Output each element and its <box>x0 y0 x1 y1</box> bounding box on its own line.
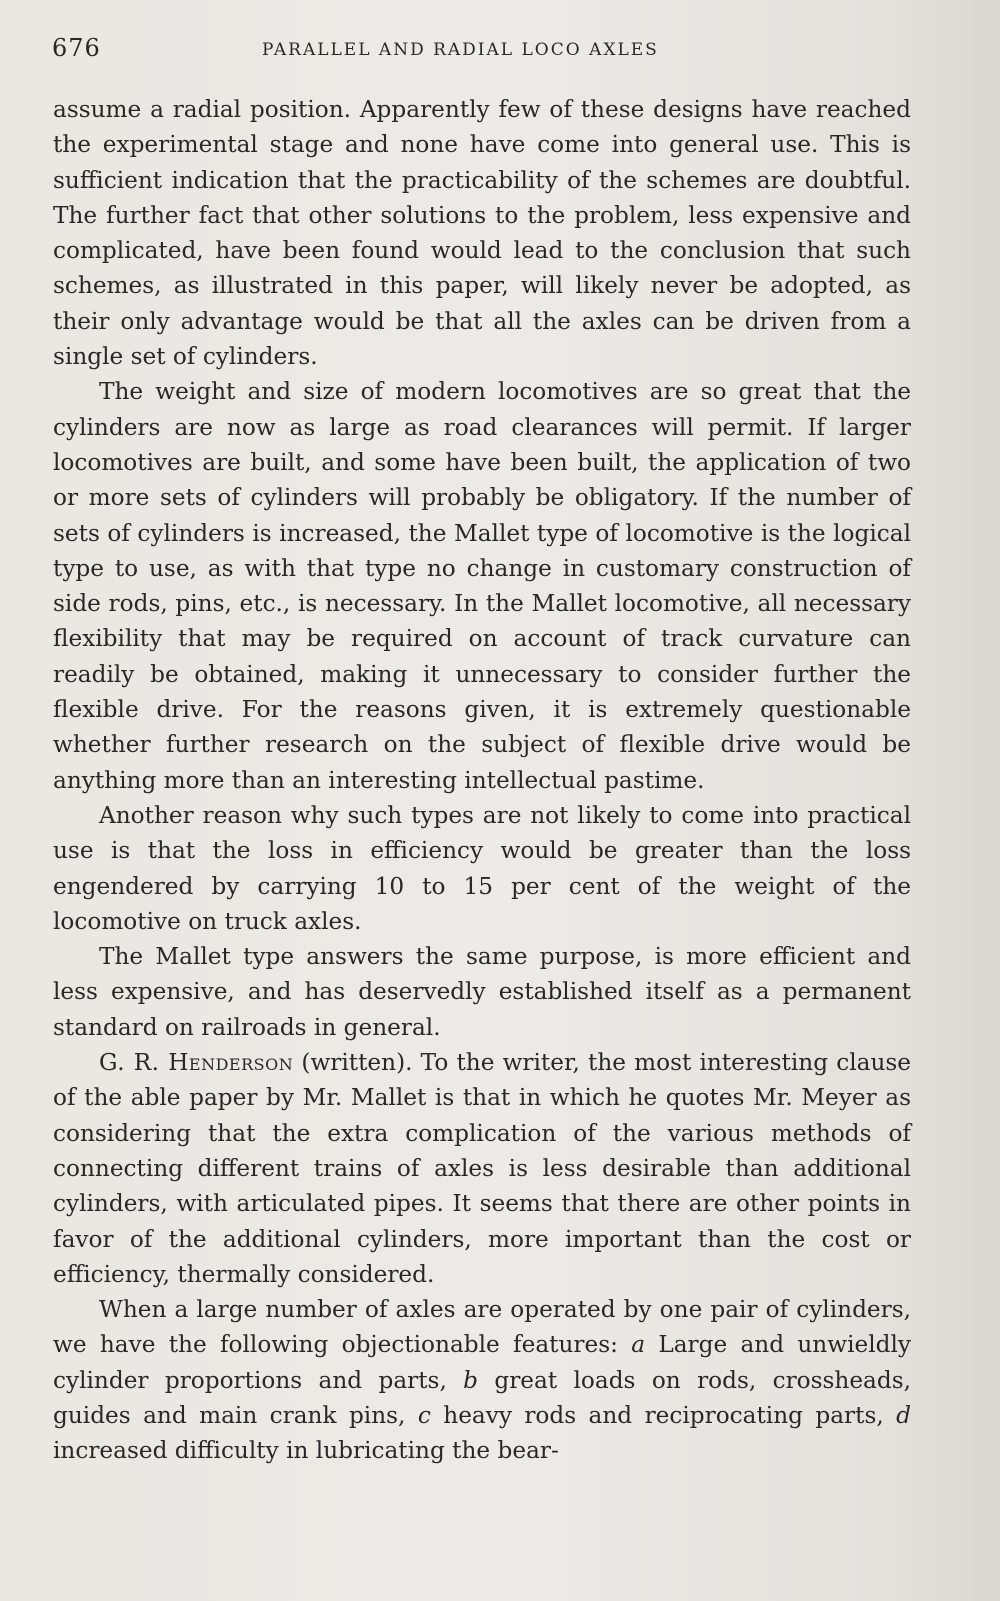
paragraph-6-part-c: great loads on rods, crossheads, guides and main crank pins, <box>53 1366 911 1429</box>
page-header <box>52 34 912 74</box>
paragraph-6-part-d: heavy rods and reciprocating parts, <box>430 1401 897 1429</box>
paragraph-6-part-b: Large and unwieldly cylinder proportions and parts, <box>53 1331 911 1394</box>
list-letter-d: d <box>896 1401 911 1429</box>
paragraph-3: Another reason why such types are not likely to come into practical use is that the loss in efficiency would be greater than the loss engendered by carrying 10 to 15 per cent of the weight of the locomotive on truck axles. <box>53 801 911 935</box>
paragraph-5 <box>53 1045 911 1292</box>
list-letter-b: b <box>463 1366 479 1394</box>
paragraph-2: The weight and size of modern locomotives are so great that the cylinders are now as large as road clearances will permit. If larger locomotives are built, and some have been built, the application of two or more sets of cylinders will probably be obligatory. If the number of sets of cylinders is increased, the Mallet type of locomotive is the logical type to use, as with that type no change in customary construction of side rods, pins, etc., is necessary. In the Mallet locomotive, all necessary flexibility that may be required on account of track curvature can readily be obtained, making it unnecessary to consider further the flexible drive. For the reasons given, it is extremely questionable whether further research on the subject of flexible drive would be anything more than an interesting intellectual pastime. <box>53 378 911 794</box>
paragraph-5-text: (written). To the writer, the most interesting clause of the able paper by Mr. Mallet is that in which he quotes Mr. Meyer as considering that the extra complication of the various methods of connecting different trains of axles is less desirable than additional cylinders, with articulated pipes. It seems that there are other points in favor of the additional cylinders, more important than the cost or efficiency, thermally considered. <box>53 1049 912 1288</box>
list-letter-a: a <box>631 1331 646 1359</box>
paragraph-6 <box>53 1292 911 1468</box>
paragraph-1: assume a radial position. Apparently few of these designs have reached the experimental stage and none have come into general use. This is sufficient indication that the practicability of the schemes are doubtful. The further fact that other solutions to the problem, less expensive and complicated, have been found would lead to the conclusion that such schemes, as illustrated in this paper, will likely never be adopted, as their only advantage would be that all the axles can be driven from a single set of cylinders. <box>53 96 911 371</box>
running-title: PARALLEL AND RADIAL LOCO AXLES <box>262 40 659 60</box>
paragraph-6-part-e: increased difficulty in lubricating the bear- <box>53 1437 559 1465</box>
speaker-name: G. R. Henderson <box>99 1049 294 1077</box>
paragraph-6-part-a: When a large number of axles are operated by one pair of cylinders, we have the following objectionable features: <box>53 1296 911 1359</box>
page-number: 676 <box>52 34 101 62</box>
body-text <box>53 92 911 1469</box>
list-letter-c: c <box>417 1401 431 1429</box>
paragraph-4: The Mallet type answers the same purpose, is more efficient and less expensive, and has deservedly established itself as a permanent standard on railroads in general. <box>53 943 911 1041</box>
